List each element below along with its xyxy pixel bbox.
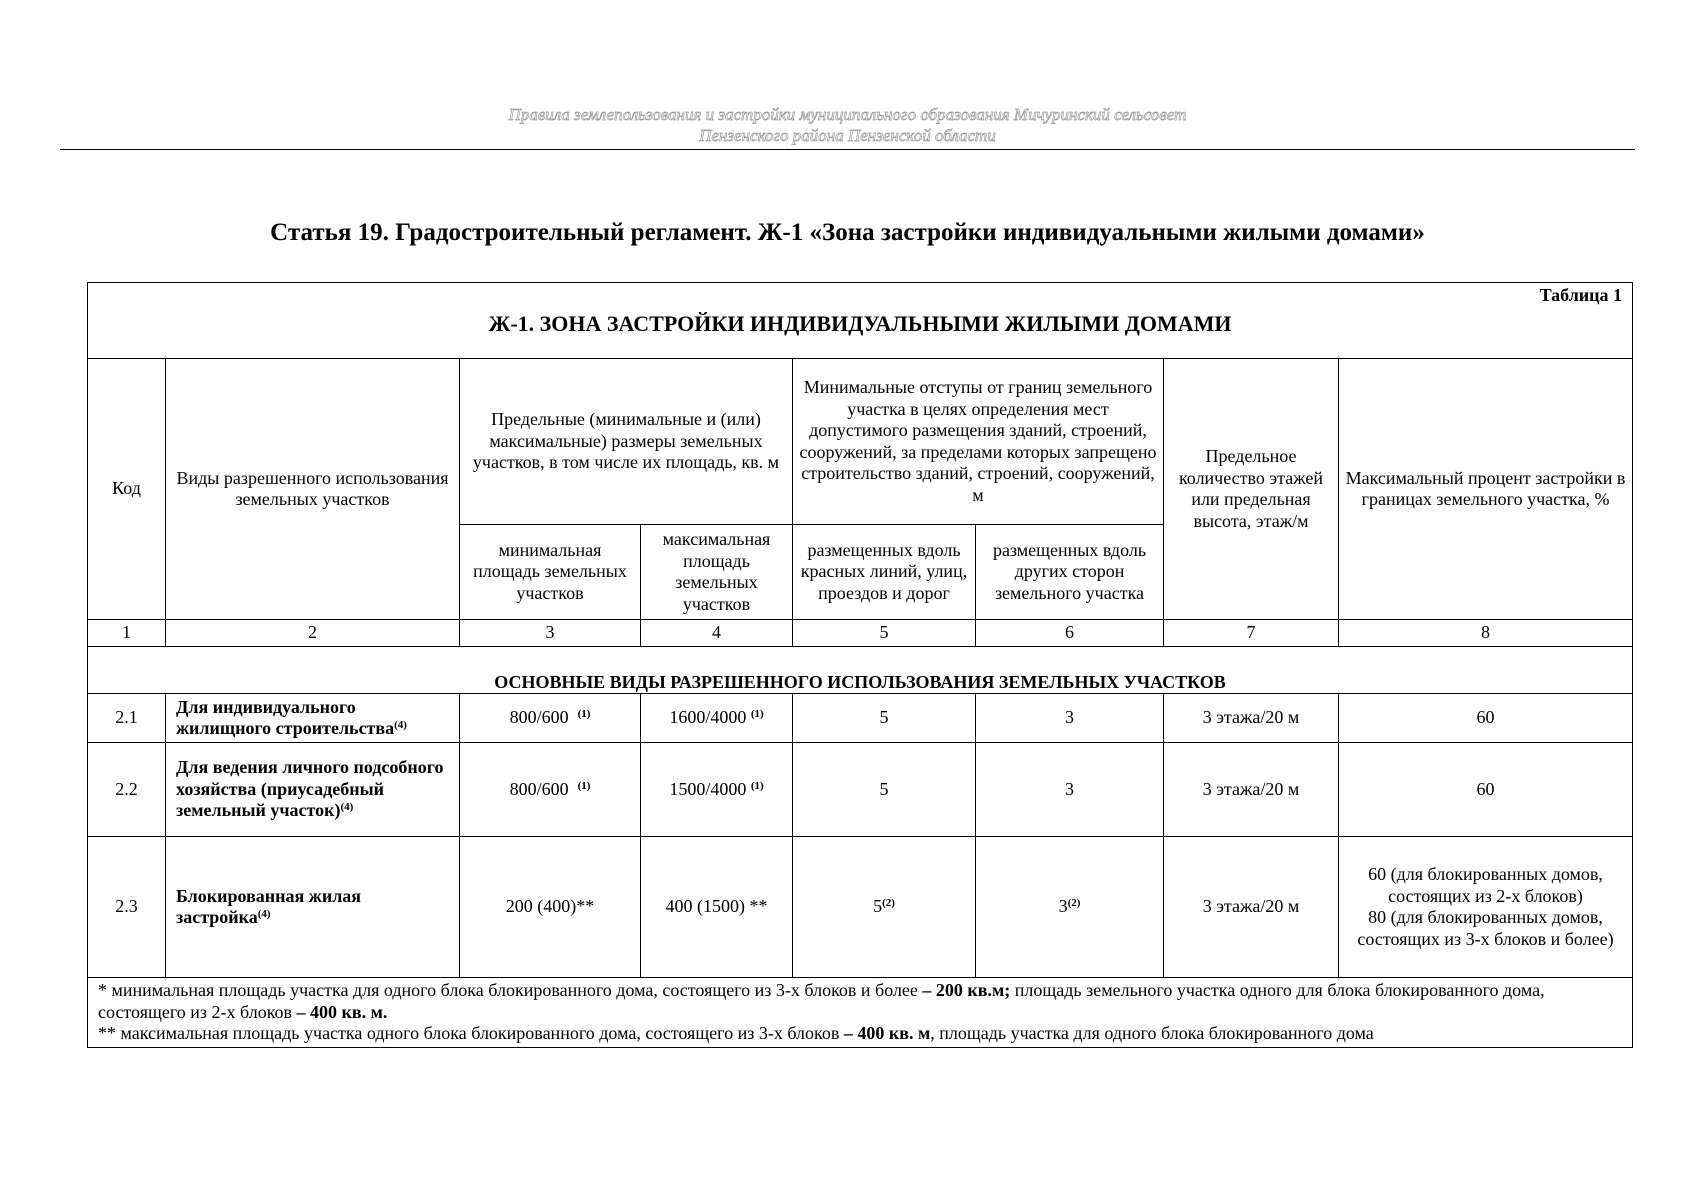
table-title: Ж-1. ЗОНА ЗАСТРОЙКИ ИНДИВИДУАЛЬНЫМИ ЖИЛЫМИ ДОМАМИ	[488, 311, 1232, 336]
row-floors: 3 этажа/20 м	[1164, 694, 1339, 743]
footnote-marker: (1)	[750, 779, 764, 792]
row-max-area	[641, 694, 793, 743]
row-setback-red	[793, 694, 976, 743]
row-min-area	[460, 837, 641, 978]
footnote-marker: (1)	[750, 708, 764, 721]
setback-red-value: 5	[873, 896, 883, 917]
row-max-area	[641, 837, 793, 978]
column-number: 6	[976, 620, 1164, 647]
footnote-marker: (4)	[340, 801, 354, 814]
min-area-value: 800/600	[509, 778, 569, 799]
footnote-marker: (1)	[577, 779, 591, 792]
note-2-dash: –	[839, 1023, 858, 1043]
coverage-line-1: 60 (для блокированных домов, состоящих из 2-х блоков)	[1368, 864, 1603, 906]
row-use-name	[166, 837, 460, 978]
note-1-text: * минимальная площадь участка для одного блока блокированного дома, состоящего из 3-х блоков и более	[98, 980, 918, 1000]
note-1-dash-2: –	[292, 1001, 311, 1022]
column-number: 7	[1164, 620, 1339, 647]
min-area-value: 200 (400)**	[505, 896, 595, 917]
row-code: 2.3	[88, 837, 166, 978]
note-1-text-cont: площадь земельного участка одного для блока блокированного дома, состоящего из 2-х блоков	[98, 980, 1545, 1022]
footnote-marker: (2)	[882, 897, 895, 910]
footnote-marker: (4)	[257, 908, 271, 920]
table-notes	[88, 978, 1633, 1048]
row-setback-red	[793, 743, 976, 837]
footnote-marker: (2)	[1067, 897, 1081, 910]
use-name-line-1: Для ведения личного подсобного хозяйства	[176, 757, 444, 799]
column-number: 5	[793, 620, 976, 647]
page-header	[60, 104, 1635, 146]
row-coverage: 60	[1339, 743, 1633, 837]
zoning-table	[87, 282, 1633, 1048]
max-area-value: 1500/4000	[669, 778, 747, 799]
table-caption	[88, 283, 1633, 359]
footnote-marker: (1)	[577, 708, 591, 721]
row-floors: 3 этажа/20 м	[1164, 743, 1339, 837]
header-code: Код	[88, 359, 166, 620]
note-2-value: 400 кв. м	[857, 1023, 931, 1043]
page-header-line-2: Пензенского района Пензенской области	[699, 126, 996, 145]
row-setback-other	[976, 837, 1164, 978]
table-row	[88, 837, 1633, 978]
header-setbacks: Минимальные отступы от границ земельного участка в целях определения мест допустимого размещения зданий, строений, сооружений, за пределами которых запрещено строительство зданий, строений, сооружений, м	[793, 359, 1164, 525]
table-row	[88, 743, 1633, 837]
table-row	[88, 694, 1633, 743]
header-setback-red: размещенных вдоль красных линий, улиц, проездов и дорог	[793, 525, 976, 620]
setback-red-value: 5	[879, 707, 889, 728]
row-min-area	[460, 694, 641, 743]
column-number: 2	[166, 620, 460, 647]
column-number: 3	[460, 620, 641, 647]
column-number: 1	[88, 620, 166, 647]
note-2-text-cont: , площадь участка для одного блока блокированного дома	[930, 1023, 1374, 1043]
table-label: Таблица 1	[1539, 285, 1623, 305]
row-use-name	[166, 743, 460, 837]
use-name-line-2: (приусадебный земельный участок)	[176, 778, 385, 821]
setback-other-value: 3	[1065, 778, 1074, 799]
page-header-line-1: Правила землепользования и застройки муниципального образования Мичуринский сельсовет	[508, 105, 1187, 124]
use-name-line-2: жилищного строительства	[176, 718, 395, 738]
note-2	[98, 1023, 1626, 1045]
use-name-line-1: Для индивидуального	[176, 696, 356, 717]
header-use-types: Виды разрешенного использования земельных участков	[166, 359, 460, 620]
setback-other-value: 3	[1065, 707, 1074, 728]
header-setback-other: размещенных вдоль других сторон земельного участка	[976, 525, 1164, 620]
header-plot-size: Предельные (минимальные и (или) максимальные) размеры земельных участков, в том числе их площадь, кв. м	[460, 359, 793, 525]
note-1-dash: –	[917, 980, 936, 1000]
row-use-name	[166, 694, 460, 743]
note-1-value: 200 кв.м;	[935, 980, 1011, 1000]
header-floors: Предельное количество этажей или предельная высота, этаж/м	[1164, 359, 1339, 620]
column-number: 8	[1339, 620, 1633, 647]
max-area-value: 400 (1500) **	[665, 896, 768, 917]
setback-red-value: 5	[879, 778, 889, 799]
row-code: 2.2	[88, 743, 166, 837]
max-area-value: 1600/4000	[669, 707, 747, 728]
footnote-marker: (4)	[394, 719, 407, 731]
row-code: 2.1	[88, 694, 166, 743]
row-setback-other	[976, 694, 1164, 743]
header-divider	[60, 149, 1635, 150]
column-number: 4	[641, 620, 793, 647]
note-2-text: ** максимальная площадь участка одного блока блокированного дома, состоящего из 3-х блоков	[98, 1023, 840, 1043]
note-1	[98, 980, 1626, 1023]
min-area-value: 800/600	[509, 707, 569, 728]
column-number-row	[88, 620, 1633, 647]
row-max-area	[641, 743, 793, 837]
section-title: ОСНОВНЫЕ ВИДЫ РАЗРЕШЕННОГО ИСПОЛЬЗОВАНИЯ ЗЕМЕЛЬНЫХ УЧАСТКОВ	[88, 647, 1633, 694]
setback-other-value: 3	[1058, 896, 1068, 917]
row-setback-other	[976, 743, 1164, 837]
header-coverage: Максимальный процент застройки в границах земельного участка, %	[1339, 359, 1633, 620]
row-floors: 3 этажа/20 м	[1164, 837, 1339, 978]
coverage-line-2: 80 (для блокированных домов, состоящих из 3-х блоков и более)	[1357, 907, 1614, 949]
header-plot-max: максимальная площадь земельных участков	[641, 525, 793, 620]
use-name-line-1: Блокированная жилая	[176, 885, 362, 906]
row-setback-red	[793, 837, 976, 978]
row-coverage	[1339, 837, 1633, 978]
article-title: Статья 19. Градостроительный регламент. Ж-1 «Зона застройки индивидуальными жилыми домами»	[270, 219, 1425, 246]
row-coverage: 60	[1339, 694, 1633, 743]
row-min-area	[460, 743, 641, 837]
use-name-line-2: застройка	[176, 907, 258, 927]
note-1-value-2: 400 кв. м.	[310, 1001, 388, 1022]
header-plot-min: минимальная площадь земельных участков	[460, 525, 641, 620]
